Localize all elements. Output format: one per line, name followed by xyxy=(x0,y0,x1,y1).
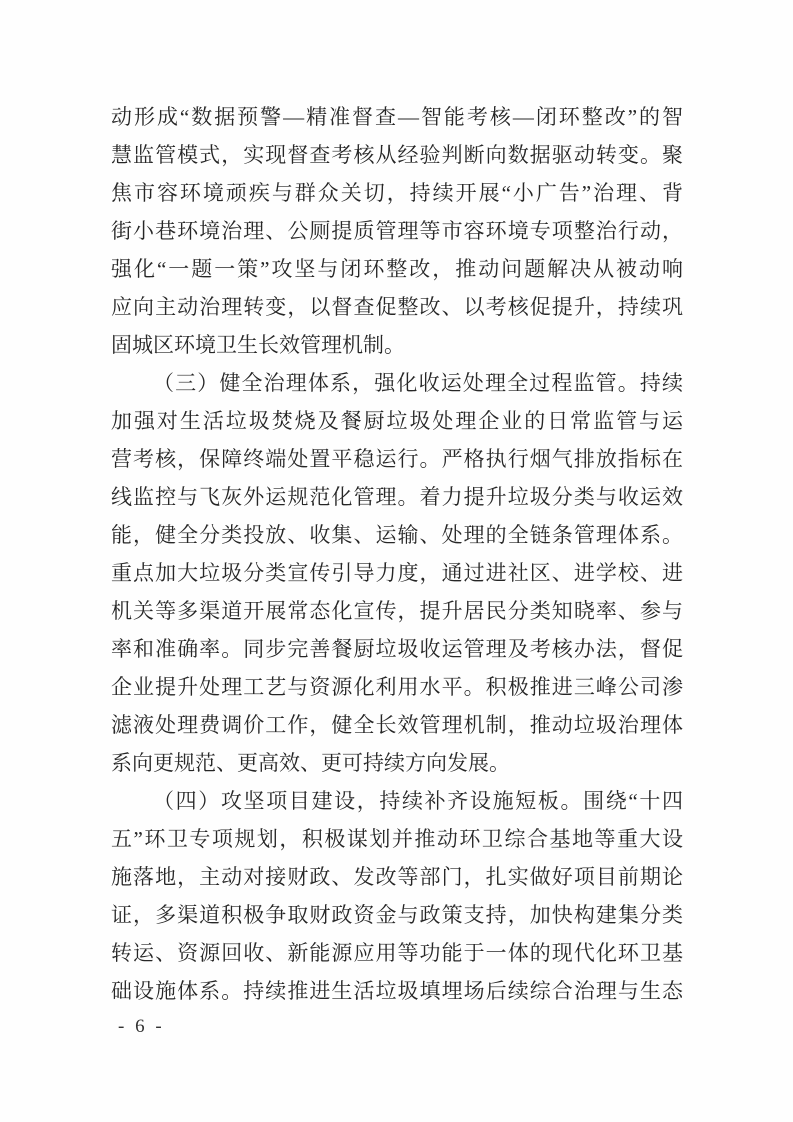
paragraph-1 xyxy=(111,98,683,364)
text-line: 系向更规范、更高效、更可持续方向发展。 xyxy=(111,751,510,775)
text-line: 础设施体系。持续推进生活垃圾填埋场后续综合治理与生态 xyxy=(111,979,683,1003)
text-line: 固城区环境卫生长效管理机制。 xyxy=(111,333,405,357)
paragraph-3 xyxy=(111,782,683,1010)
text-line: 强化“一题一策”攻坚与闭环整改，推动问题解决从被动响 xyxy=(111,257,683,281)
page-number: - 6 - xyxy=(118,1016,165,1037)
text-line: 能，健全分类投放、收集、运输、处理的全链条管理体系。 xyxy=(111,523,683,547)
text-line: 转运、资源回收、新能源应用等功能于一体的现代化环卫基 xyxy=(111,941,683,965)
text-line: 证，多渠道积极争取财政资金与政策支持，加快构建集分类 xyxy=(111,903,683,927)
text-line: 慧监管模式，实现督查考核从经验判断向数据驱动转变。聚 xyxy=(111,143,683,167)
text-line: 重点加大垃圾分类宣传引导力度，通过进社区、进学校、进 xyxy=(111,561,683,585)
text-line: 施落地，主动对接财政、发改等部门，扎实做好项目前期论 xyxy=(111,865,683,889)
text-line: 应向主动治理转变，以督查促整改、以考核促提升，持续巩 xyxy=(111,295,683,319)
text-line: 五”环卫专项规划，积极谋划并推动环卫综合基地等重大设 xyxy=(111,827,683,851)
text-line: 线监控与飞灰外运规范化管理。着力提升垃圾分类与收运效 xyxy=(111,485,683,509)
text-line: 机关等多渠道开展常态化宣传，提升居民分类知晓率、参与 xyxy=(111,599,683,623)
document-body xyxy=(111,98,683,1010)
text-line: 率和准确率。同步完善餐厨垃圾收运管理及考核办法，督促 xyxy=(111,637,683,661)
text-line: 企业提升处理工艺与资源化利用水平。积极推进三峰公司渗 xyxy=(111,675,683,699)
text-line: 加强对生活垃圾焚烧及餐厨垃圾处理企业的日常监管与运 xyxy=(111,409,683,433)
text-line: 焦市容环境顽疾与群众关切，持续开展“小广告”治理、背 xyxy=(111,181,683,205)
text-line: 街小巷环境治理、公厕提质管理等市容环境专项整治行动， xyxy=(111,219,683,243)
text-line: 营考核，保障终端处置平稳运行。严格执行烟气排放指标在 xyxy=(111,447,683,471)
text-line: 动形成“数据预警—精准督查—智能考核—闭环整改”的智 xyxy=(111,105,683,129)
paragraph-2 xyxy=(111,364,683,782)
text-line: 滤液处理费调价工作，健全长效管理机制，推动垃圾治理体 xyxy=(111,713,683,737)
text-line: （四）攻坚项目建设，持续补齐设施短板。围绕“十四 xyxy=(153,789,683,813)
text-line: （三）健全治理体系，强化收运处理全过程监管。持续 xyxy=(153,371,683,395)
